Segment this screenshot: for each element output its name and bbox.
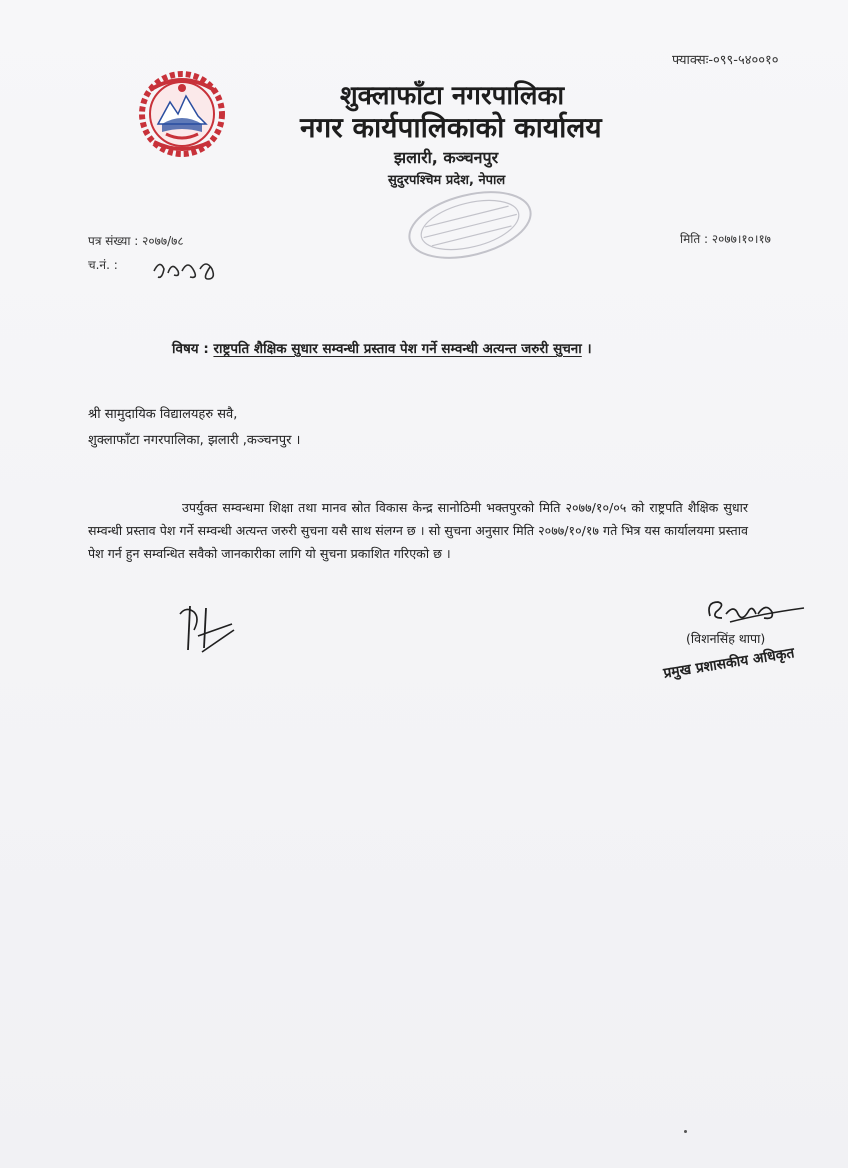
scan-speck (684, 1130, 687, 1133)
nepal-emblem-icon (136, 68, 228, 160)
subject-line (172, 339, 592, 357)
address-line-2: सुदुरपश्चिम प्रदेश, नेपाल (388, 173, 506, 188)
letter-number: पत्र संख्या : २०७७/७८ (88, 234, 184, 248)
signature-icon (700, 594, 810, 632)
recipient-line-1: श्री सामुदायिक विद्यालयहरु सवै, (88, 407, 238, 422)
subject-text: राष्ट्रपति शैक्षिक सुधार सम्वन्धी प्रस्ताव पेश गर्ने सम्वन्धी अत्यन्त जरुरी सुचना (213, 341, 582, 357)
address-line-1: झलारी, कञ्चनपुर (394, 148, 499, 167)
recipient-line-2: शुक्लाफाँटा नगरपालिका, झलारी ,कञ्चनपुर । (88, 433, 301, 448)
body-text: उपर्युक्त सम्वन्धमा शिक्षा तथा मानव स्रोत विकास केन्द्र सानोठिमी भक्तपुरको मिति २०७७/१०/०५ को राष्ट्रपति शैक्षिक सुधार सम्वन्धी प्रस्ताव पेश गर्ने सम्वन्धी अत्यन्त जरुरी सुचना यसै साथ संलग्न छ । सो सुचना अनुसार मिति २०७७/१०/१७ गते भित्र यस कार्यालयमा प्रस्ताव पेश गर्न हुन सम्वन्धित सवैको जानकारीका लागि यो सुचना प्रकाशित गरिएको छ । (88, 500, 748, 561)
office-name: नगर कार्यपालिकाको कार्यालय (300, 111, 602, 144)
subject-end: । (581, 341, 592, 357)
fax-number: फ्याक्सः-०९९-५४००१० (672, 53, 779, 68)
subject-label: विषय : (172, 341, 214, 357)
org-name: शुक्लाफाँटा नगरपालिका (340, 81, 565, 111)
officer-name: (विशनसिंह थापा) (686, 631, 766, 646)
dispatch-number-handwritten (150, 253, 230, 283)
dispatch-label: च.नं. : (88, 258, 118, 272)
signature-icon (176, 600, 240, 656)
office-stamp-icon (400, 186, 540, 264)
body-paragraph (88, 496, 748, 565)
officer-title-stamp: प्रमुख प्रशासकीय अधिकृत (662, 645, 796, 682)
letter-date: मिति : २०७७।१०।१७ (680, 232, 771, 246)
